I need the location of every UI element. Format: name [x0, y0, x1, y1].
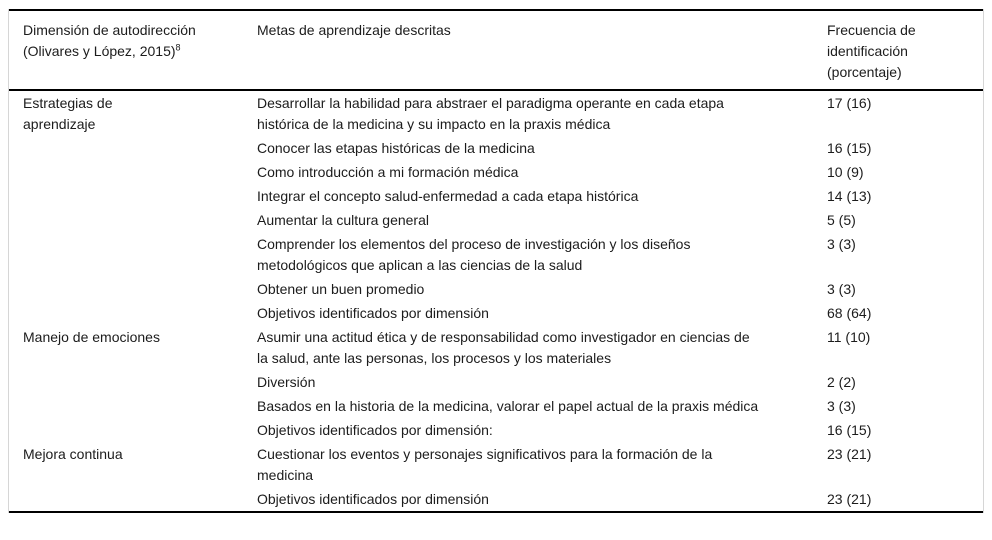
frequency-cell: 16 (15)	[827, 139, 872, 156]
dimension-cell-estrategias	[9, 90, 249, 325]
frequency-cell: 2 (2)	[827, 373, 856, 390]
col-header-dimension-label: Dimensión de autodirección (Olivares y López, 2015)	[23, 22, 196, 59]
dimension-cell-manejo-emociones	[9, 325, 249, 442]
col-header-dimension	[9, 10, 249, 90]
goal-cell: Objetivos identificados por dimensión	[257, 490, 489, 507]
goal-cell: Objetivos identificados por dimensión	[257, 304, 489, 321]
frequency-cell: 17 (16)	[827, 94, 872, 111]
page	[0, 9, 992, 540]
dimension-cell-mejora-continua	[9, 442, 249, 512]
dimension-label-line: Estrategias de	[23, 94, 113, 111]
frequency-cell: 3 (3)	[827, 397, 856, 414]
frequency-cell: 5 (5)	[827, 211, 856, 228]
self-direction-goals-table	[9, 9, 983, 513]
frequency-cell: 16 (15)	[827, 421, 872, 438]
frequency-cell: 23 (21)	[827, 490, 872, 507]
frequency-cell: 23 (21)	[827, 445, 872, 462]
goal-cell: Cuestionar los eventos y personajes significativos para la formación de la medicina	[257, 445, 713, 483]
col-header-frequency: Frecuencia de identificación (porcentaje)	[827, 22, 916, 80]
frequency-cell: 3 (3)	[827, 280, 856, 297]
reference-superscript: 8	[175, 42, 181, 53]
goal-cell: Basados en la historia de la medicina, valorar el papel actual de la praxis médica	[257, 397, 759, 414]
dimension-label-line: aprendizaje	[23, 115, 96, 132]
goal-cell: Diversión	[257, 373, 316, 390]
goal-cell: Comprender los elementos del proceso de investigación y los diseños metodológicos que aplican a las ciencias de la salud	[257, 235, 691, 273]
goal-cell: Objetivos identificados por dimensión:	[257, 421, 493, 438]
goal-cell: Conocer las etapas históricas de la medicina	[257, 139, 535, 156]
goal-cell: Integrar el concepto salud-enfermedad a cada etapa histórica	[257, 187, 639, 204]
table-row	[9, 325, 983, 370]
goal-cell: Asumir una actitud ética y de responsabilidad como investigador en ciencias de la salud, ante las personas, los procesos y los materiales	[257, 328, 750, 366]
goal-cell: Obtener un buen promedio	[257, 280, 425, 297]
goal-cell: Aumentar la cultura general	[257, 211, 429, 228]
table-container	[8, 9, 984, 513]
goal-cell: Desarrollar la habilidad para abstraer el paradigma operante en cada etapa histórica de la medicina y su impacto en la praxis médica	[257, 94, 724, 132]
frequency-cell: 14 (13)	[827, 187, 872, 204]
table-row	[9, 90, 983, 136]
frequency-cell: 3 (3)	[827, 235, 856, 252]
frequency-cell: 11 (10)	[827, 328, 871, 345]
frequency-cell: 10 (9)	[827, 163, 864, 180]
table-row	[9, 442, 983, 487]
dimension-label-line: Manejo de emociones	[23, 328, 160, 345]
dimension-label-line: Mejora continua	[23, 445, 123, 462]
header-row	[9, 10, 983, 90]
col-header-goals: Metas de aprendizaje descritas	[257, 22, 451, 38]
goal-cell: Como introducción a mi formación médica	[257, 163, 519, 180]
frequency-cell: 68 (64)	[827, 304, 872, 321]
